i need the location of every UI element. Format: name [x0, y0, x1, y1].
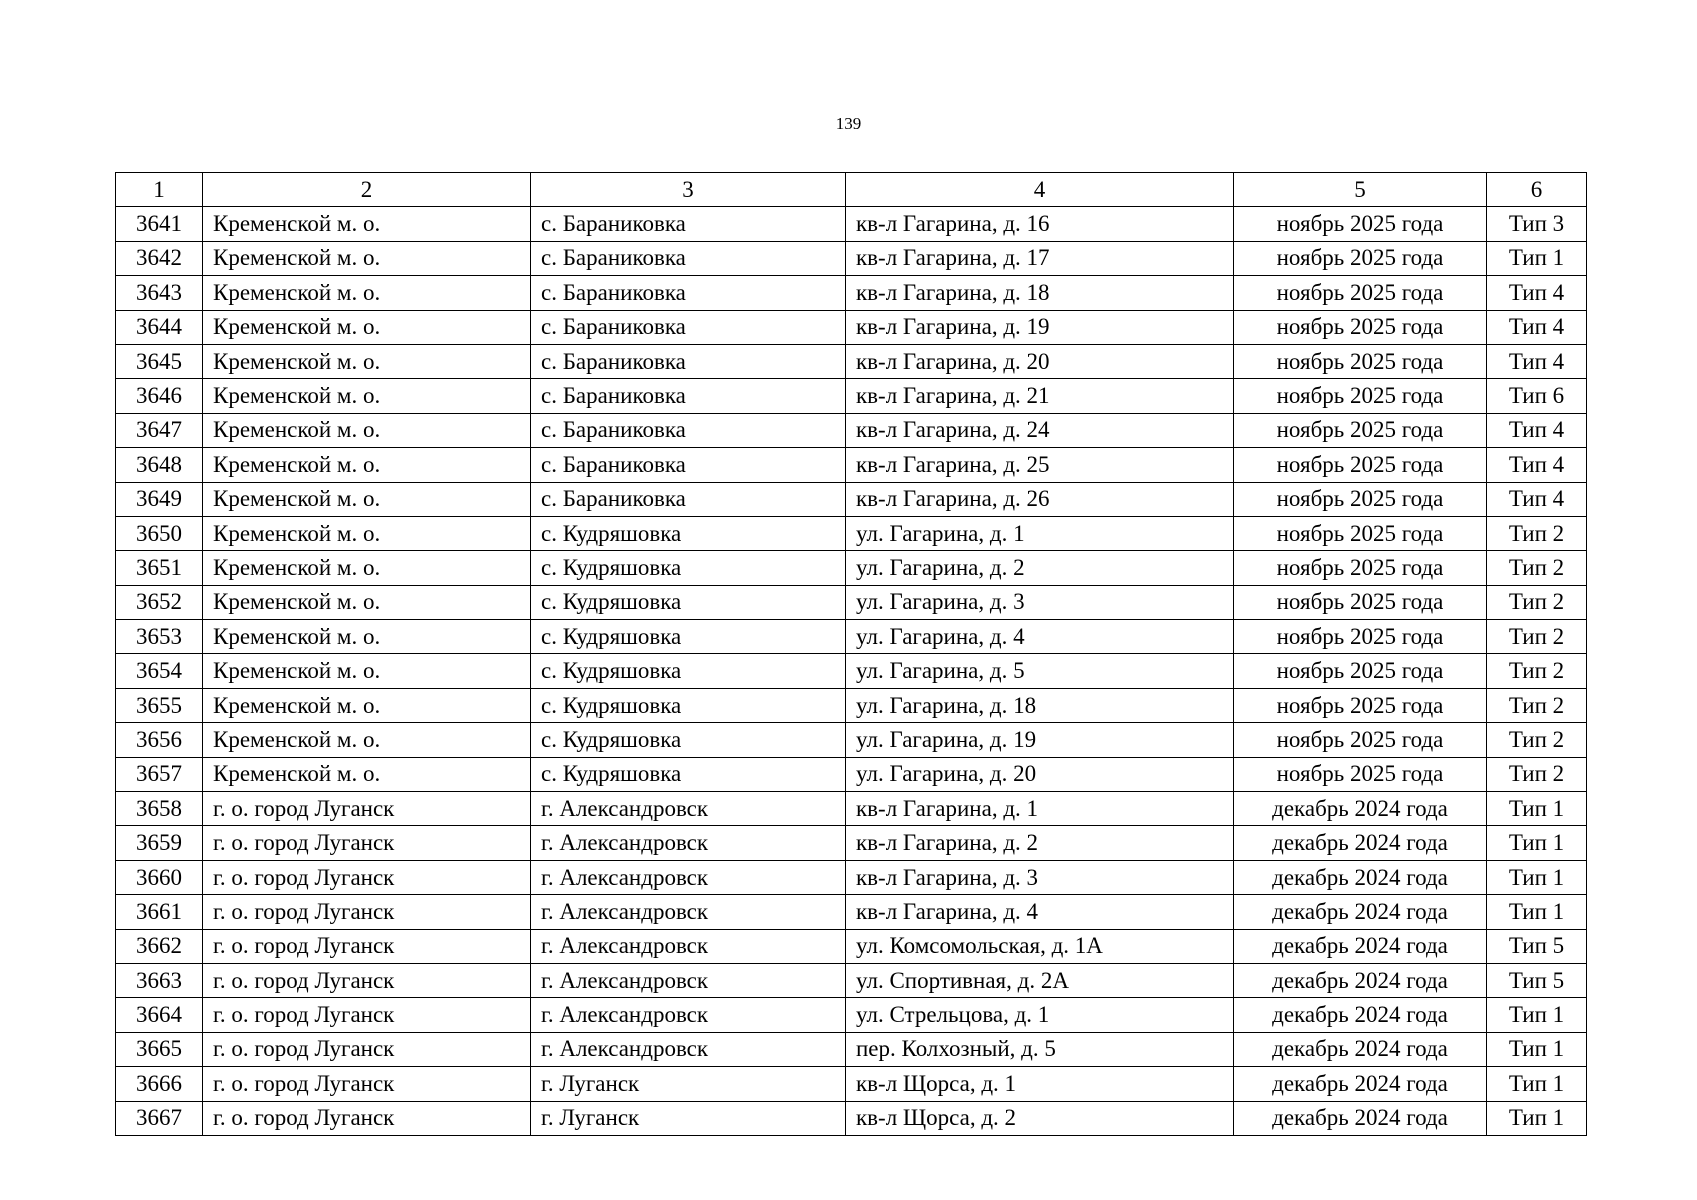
settlement-cell: г. Александровск — [531, 792, 846, 826]
date-cell: ноябрь 2025 года — [1234, 413, 1487, 447]
address-cell: ул. Гагарина, д. 20 — [846, 757, 1234, 791]
row-number-cell: 3652 — [116, 585, 203, 619]
table-row — [116, 344, 1587, 378]
table-row — [116, 379, 1587, 413]
date-cell: декабрь 2024 года — [1234, 826, 1487, 860]
column-header-1: 1 — [116, 173, 203, 207]
type-cell: Тип 1 — [1487, 895, 1587, 929]
district-cell: Кременской м. о. — [203, 723, 531, 757]
type-cell: Тип 2 — [1487, 723, 1587, 757]
district-cell: Кременской м. о. — [203, 448, 531, 482]
district-cell: Кременской м. о. — [203, 207, 531, 241]
type-cell: Тип 2 — [1487, 757, 1587, 791]
district-cell: Кременской м. о. — [203, 516, 531, 550]
district-cell: Кременской м. о. — [203, 757, 531, 791]
district-cell: Кременской м. о. — [203, 482, 531, 516]
date-cell: ноябрь 2025 года — [1234, 654, 1487, 688]
date-cell: декабрь 2024 года — [1234, 963, 1487, 997]
type-cell: Тип 4 — [1487, 310, 1587, 344]
row-number-cell: 3659 — [116, 826, 203, 860]
address-cell: ул. Гагарина, д. 18 — [846, 688, 1234, 722]
table-row — [116, 654, 1587, 688]
district-cell: г. о. город Луганск — [203, 998, 531, 1032]
address-cell: ул. Комсомольская, д. 1А — [846, 929, 1234, 963]
address-cell: пер. Колхозный, д. 5 — [846, 1032, 1234, 1066]
row-number-cell: 3647 — [116, 413, 203, 447]
district-cell: г. о. город Луганск — [203, 929, 531, 963]
district-cell: Кременской м. о. — [203, 241, 531, 275]
type-cell: Тип 5 — [1487, 963, 1587, 997]
address-cell: кв-л Гагарина, д. 20 — [846, 344, 1234, 378]
address-cell: кв-л Гагарина, д. 17 — [846, 241, 1234, 275]
address-cell: кв-л Гагарина, д. 18 — [846, 276, 1234, 310]
district-cell: г. о. город Луганск — [203, 1067, 531, 1101]
table-row — [116, 482, 1587, 516]
table-row — [116, 1067, 1587, 1101]
date-cell: ноябрь 2025 года — [1234, 757, 1487, 791]
date-cell: ноябрь 2025 года — [1234, 344, 1487, 378]
row-number-cell: 3656 — [116, 723, 203, 757]
row-number-cell: 3651 — [116, 551, 203, 585]
row-number-cell: 3643 — [116, 276, 203, 310]
type-cell: Тип 1 — [1487, 860, 1587, 894]
date-cell: ноябрь 2025 года — [1234, 448, 1487, 482]
row-number-cell: 3645 — [116, 344, 203, 378]
table-row — [116, 688, 1587, 722]
date-cell: ноябрь 2025 года — [1234, 551, 1487, 585]
settlement-cell: с. Бараниковка — [531, 413, 846, 447]
settlement-cell: г. Александровск — [531, 929, 846, 963]
address-cell: кв-л Гагарина, д. 4 — [846, 895, 1234, 929]
date-cell: ноябрь 2025 года — [1234, 310, 1487, 344]
column-header-5: 5 — [1234, 173, 1487, 207]
type-cell: Тип 1 — [1487, 1032, 1587, 1066]
district-cell: г. о. город Луганск — [203, 963, 531, 997]
type-cell: Тип 1 — [1487, 241, 1587, 275]
date-cell: декабрь 2024 года — [1234, 860, 1487, 894]
settlement-cell: г. Александровск — [531, 1032, 846, 1066]
table-row — [116, 895, 1587, 929]
row-number-cell: 3662 — [116, 929, 203, 963]
type-cell: Тип 1 — [1487, 998, 1587, 1032]
date-cell: декабрь 2024 года — [1234, 1101, 1487, 1135]
row-number-cell: 3654 — [116, 654, 203, 688]
row-number-cell: 3655 — [116, 688, 203, 722]
table-row — [116, 1032, 1587, 1066]
date-cell: ноябрь 2025 года — [1234, 688, 1487, 722]
district-cell: Кременской м. о. — [203, 413, 531, 447]
row-number-cell: 3646 — [116, 379, 203, 413]
row-number-cell: 3648 — [116, 448, 203, 482]
district-cell: г. о. город Луганск — [203, 1032, 531, 1066]
district-cell: Кременской м. о. — [203, 688, 531, 722]
settlement-cell: г. Луганск — [531, 1101, 846, 1135]
settlement-cell: с. Кудряшовка — [531, 723, 846, 757]
type-cell: Тип 4 — [1487, 413, 1587, 447]
table-row — [116, 826, 1587, 860]
type-cell: Тип 2 — [1487, 654, 1587, 688]
date-cell: ноябрь 2025 года — [1234, 516, 1487, 550]
type-cell: Тип 4 — [1487, 344, 1587, 378]
settlement-cell: с. Кудряшовка — [531, 516, 846, 550]
settlement-cell: с. Кудряшовка — [531, 620, 846, 654]
district-cell: Кременской м. о. — [203, 379, 531, 413]
address-cell: ул. Гагарина, д. 3 — [846, 585, 1234, 619]
address-cell: кв-л Гагарина, д. 26 — [846, 482, 1234, 516]
district-cell: Кременской м. о. — [203, 551, 531, 585]
district-cell: г. о. город Луганск — [203, 860, 531, 894]
type-cell: Тип 2 — [1487, 551, 1587, 585]
address-cell: кв-л Гагарина, д. 25 — [846, 448, 1234, 482]
settlement-cell: с. Бараниковка — [531, 241, 846, 275]
settlement-cell: с. Бараниковка — [531, 448, 846, 482]
table-header — [116, 173, 1587, 207]
date-cell: декабрь 2024 года — [1234, 792, 1487, 826]
table-row — [116, 963, 1587, 997]
row-number-cell: 3641 — [116, 207, 203, 241]
date-cell: ноябрь 2025 года — [1234, 585, 1487, 619]
district-cell: г. о. город Луганск — [203, 826, 531, 860]
row-number-cell: 3644 — [116, 310, 203, 344]
table-row — [116, 585, 1587, 619]
row-number-cell: 3665 — [116, 1032, 203, 1066]
type-cell: Тип 1 — [1487, 826, 1587, 860]
settlement-cell: с. Бараниковка — [531, 379, 846, 413]
district-cell: Кременской м. о. — [203, 344, 531, 378]
table-row — [116, 998, 1587, 1032]
table-row — [116, 207, 1587, 241]
date-cell: ноябрь 2025 года — [1234, 241, 1487, 275]
type-cell: Тип 4 — [1487, 276, 1587, 310]
row-number-cell: 3667 — [116, 1101, 203, 1135]
settlement-cell: г. Александровск — [531, 963, 846, 997]
date-cell: ноябрь 2025 года — [1234, 482, 1487, 516]
date-cell: декабрь 2024 года — [1234, 929, 1487, 963]
row-number-cell: 3661 — [116, 895, 203, 929]
type-cell: Тип 3 — [1487, 207, 1587, 241]
row-number-cell: 3660 — [116, 860, 203, 894]
address-cell: кв-л Гагарина, д. 16 — [846, 207, 1234, 241]
table-row — [116, 448, 1587, 482]
row-number-cell: 3653 — [116, 620, 203, 654]
settlement-cell: с. Бараниковка — [531, 482, 846, 516]
table-row — [116, 757, 1587, 791]
type-cell: Тип 5 — [1487, 929, 1587, 963]
table-row — [116, 860, 1587, 894]
date-cell: декабрь 2024 года — [1234, 1067, 1487, 1101]
row-number-cell: 3642 — [116, 241, 203, 275]
address-cell: ул. Гагарина, д. 4 — [846, 620, 1234, 654]
table-row — [116, 310, 1587, 344]
column-header-2: 2 — [203, 173, 531, 207]
date-cell: ноябрь 2025 года — [1234, 723, 1487, 757]
district-cell: г. о. город Луганск — [203, 792, 531, 826]
address-cell: ул. Гагарина, д. 19 — [846, 723, 1234, 757]
settlement-cell: с. Кудряшовка — [531, 654, 846, 688]
table-row — [116, 792, 1587, 826]
type-cell: Тип 1 — [1487, 1067, 1587, 1101]
table-row — [116, 276, 1587, 310]
type-cell: Тип 1 — [1487, 792, 1587, 826]
row-number-cell: 3657 — [116, 757, 203, 791]
district-cell: Кременской м. о. — [203, 620, 531, 654]
settlement-cell: г. Луганск — [531, 1067, 846, 1101]
type-cell: Тип 2 — [1487, 688, 1587, 722]
table-row — [116, 723, 1587, 757]
row-number-cell: 3650 — [116, 516, 203, 550]
table-row — [116, 929, 1587, 963]
date-cell: ноябрь 2025 года — [1234, 379, 1487, 413]
settlement-cell: с. Кудряшовка — [531, 551, 846, 585]
settlement-cell: г. Александровск — [531, 895, 846, 929]
type-cell: Тип 4 — [1487, 448, 1587, 482]
settlement-cell: г. Александровск — [531, 998, 846, 1032]
settlement-cell: г. Александровск — [531, 860, 846, 894]
table-row — [116, 241, 1587, 275]
type-cell: Тип 6 — [1487, 379, 1587, 413]
row-number-cell: 3649 — [116, 482, 203, 516]
date-cell: ноябрь 2025 года — [1234, 207, 1487, 241]
table-row — [116, 413, 1587, 447]
settlement-cell: с. Кудряшовка — [531, 757, 846, 791]
settlement-cell: с. Кудряшовка — [531, 585, 846, 619]
header-row — [116, 173, 1587, 207]
address-cell: ул. Спортивная, д. 2А — [846, 963, 1234, 997]
type-cell: Тип 4 — [1487, 482, 1587, 516]
address-cell: кв-л Гагарина, д. 2 — [846, 826, 1234, 860]
table-row — [116, 1101, 1587, 1135]
table-row — [116, 551, 1587, 585]
address-cell: ул. Гагарина, д. 2 — [846, 551, 1234, 585]
date-cell: декабрь 2024 года — [1234, 1032, 1487, 1066]
page-number: 139 — [835, 114, 862, 133]
address-cell: ул. Гагарина, д. 5 — [846, 654, 1234, 688]
type-cell: Тип 1 — [1487, 1101, 1587, 1135]
district-cell: г. о. город Луганск — [203, 1101, 531, 1135]
district-cell: Кременской м. о. — [203, 310, 531, 344]
address-cell: кв-л Гагарина, д. 3 — [846, 860, 1234, 894]
row-number-cell: 3663 — [116, 963, 203, 997]
address-cell: кв-л Гагарина, д. 24 — [846, 413, 1234, 447]
type-cell: Тип 2 — [1487, 620, 1587, 654]
settlement-cell: с. Бараниковка — [531, 276, 846, 310]
date-cell: декабрь 2024 года — [1234, 895, 1487, 929]
column-header-3: 3 — [531, 173, 846, 207]
address-cell: кв-л Гагарина, д. 19 — [846, 310, 1234, 344]
data-table — [115, 172, 1587, 1136]
row-number-cell: 3658 — [116, 792, 203, 826]
district-cell: г. о. город Луганск — [203, 895, 531, 929]
date-cell: декабрь 2024 года — [1234, 998, 1487, 1032]
row-number-cell: 3666 — [116, 1067, 203, 1101]
settlement-cell: г. Александровск — [531, 826, 846, 860]
type-cell: Тип 2 — [1487, 585, 1587, 619]
district-cell: Кременской м. о. — [203, 585, 531, 619]
address-cell: кв-л Гагарина, д. 21 — [846, 379, 1234, 413]
district-cell: Кременской м. о. — [203, 654, 531, 688]
table-row — [116, 516, 1587, 550]
settlement-cell: с. Бараниковка — [531, 207, 846, 241]
address-cell: кв-л Гагарина, д. 1 — [846, 792, 1234, 826]
date-cell: ноябрь 2025 года — [1234, 276, 1487, 310]
column-header-4: 4 — [846, 173, 1234, 207]
settlement-cell: с. Кудряшовка — [531, 688, 846, 722]
settlement-cell: с. Бараниковка — [531, 310, 846, 344]
address-cell: ул. Гагарина, д. 1 — [846, 516, 1234, 550]
date-cell: ноябрь 2025 года — [1234, 620, 1487, 654]
district-cell: Кременской м. о. — [203, 276, 531, 310]
row-number-cell: 3664 — [116, 998, 203, 1032]
settlement-cell: с. Бараниковка — [531, 344, 846, 378]
column-header-6: 6 — [1487, 173, 1587, 207]
address-cell: ул. Стрельцова, д. 1 — [846, 998, 1234, 1032]
table-row — [116, 620, 1587, 654]
table-body — [116, 207, 1587, 1136]
type-cell: Тип 2 — [1487, 516, 1587, 550]
address-cell: кв-л Щорса, д. 1 — [846, 1067, 1234, 1101]
address-cell: кв-л Щорса, д. 2 — [846, 1101, 1234, 1135]
